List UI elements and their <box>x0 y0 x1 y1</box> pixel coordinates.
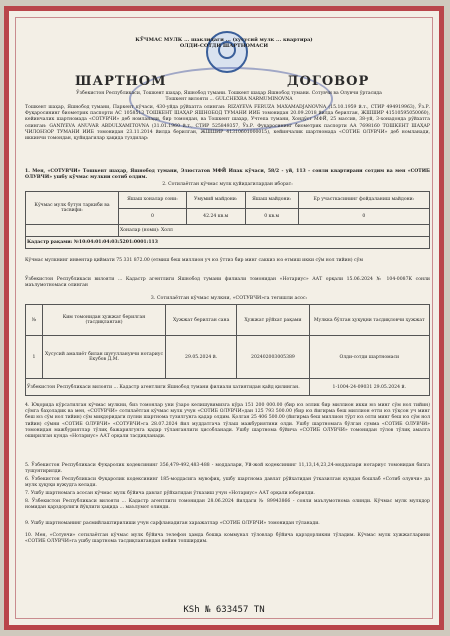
intro-paragraph-2: Тошкент шаҳар, Яшнобод тумани, Паркент кўчаси, 430-уйда рўйхатга олинган: RIZAYEVA FERUZA MAXAMADJANOVNA (15.10.1959 й.т., СТИР 494919963), Ўз.Р. Фуқаросининг биометрик паспорти АС 1058513 ТОШКЕНТ ШАҲАР ЯШНОБОД ТУМАНИ ИИБ томонидан 20.09.2018 йилда берилган, ЖШШИР 41510595050060), кейинчалик шартномада «СОТУВЧИ» деб номланади, бир томондан, ва Тошкент шаҳар, Учтепа тумани, Хондўст МФЙ, 25 массив, 38-уй, 3-хонадонда рўйхатга олинган: GANIYEVA ANUVAR ABDULXAMITOVNA (31.01.1960 й.т., СТИР 525849357, Ўз.Р. Фуқаросининг биометрик паспорти АА 7698160 ТОШКЕНТ ШАҲАР ЧИЛОНЗОР ТУМАНИ ИИБ томонидан 23.11.2014 йилда берилган, ЖШШИР 41310601000015), кейинчалик шартномада «СОТИБ ОЛУВЧИ» деб номланади, иккинчи томондан, қуйидагилар ҳақида туздилар: <box>25 105 430 142</box>
col-date-header: Ҳужжат берилган сана <box>166 305 237 336</box>
cadastre-number: Кадастр рақами: №10:04:01:04:03:5201:0001:113 <box>26 237 430 249</box>
property-table <box>25 191 430 249</box>
property-type-cell: Кўчмас мулк бутун таркиби ва тасвифи: <box>26 192 119 225</box>
registration-note: Ўзбекистон Республикаси вилояти ... Кадастр агентлиги Яшнобод тумани филиали хатиятидан қайд қилинган. <box>26 379 310 396</box>
clause-8: 8. Ўзбекистон Республикаси вилояти ... Кадастр агентлиги томонидан 28.06.2024 йилдаги № 89943866 - сонли маълумотнома олинди. Кўчмас мулк мулкдор номидан қарздорлиги йўқлиги ҳақида ... маълумот олинди. <box>25 499 430 511</box>
intro-paragraph-3: 1. Мен, «СОТУВЧИ» Тошкент шаҳар, Яшнобод тумани, Элюстатов МФЙ Ипак кўчаси, 58/2 - уй, 113 - сонли квартирани сотдим ва мен «СОТИБ ОЛУВЧИ» ушбу кўчмас мулкни сотиб олдим. <box>25 169 430 181</box>
inventory-value: Кўчмас мулкнинг инвентар қиймати 75 331 872.00 (етмиш беш миллион уч юз ўттиз бир минг саккиз юз етмиш икки сўм нол тийин) сўм <box>25 258 363 263</box>
rooms-names: Хоналар (номи): Холл <box>119 225 430 237</box>
clause-5: 5. Ўзбекистон Республикаси Фуқаролик кодексининг 356,479-492,483-488 - моддалари, Уй-жой кодексининг 11,13,14,23,24-моддалари нотариус томонидан бизга тушунтирилди. <box>25 463 430 475</box>
section-2-heading: 2. Сотилаётган кўчмас мулк қуйидагилардан иборат: <box>162 182 293 187</box>
col-issuer-header: Ким томонидан ҳужжат берилган (тасдиқланган) <box>43 305 166 336</box>
total-area-value: 42.24 кв.м <box>186 208 245 225</box>
ownership-basis-table <box>25 304 430 396</box>
row-number: 1 <box>26 336 43 379</box>
header-line-2: ОЛДИ-СОТДИ ШАРТНОМАСИ <box>179 43 269 49</box>
total-area-header: Умумий майдони: <box>186 192 245 209</box>
col-basis-header: Мулкка бўлган ҳуқуқни тасдиқловчи ҳужжат <box>309 305 429 336</box>
document-sheet <box>4 6 444 630</box>
col-number-header: № <box>26 305 43 336</box>
clause-9: 9. Ушбу шартноманинг расмийлаштирилиши учун сарфланадиган харажатлар «СОТИБ ОЛУВЧИ» томонидан тўланади. <box>25 521 320 526</box>
clause-10: 10. Мен, «Сотувчи» сотилаётган кўчмас мулк бўйича телефон ҳамда бошқа коммунал тўловлар бўйича қарздорликни тўладим. Кўчмас мулк хужжатларини «СОТИБ ОЛУВЧИ»га ушбу шартнома тасдиқлангандан кейин топширдим. <box>25 533 430 545</box>
rooms-value: 0 <box>119 208 187 225</box>
section-3-heading: 3. Сотилаётган кўчмас мулкни, «СОТУВЧИ»га тегишли асос: <box>150 296 308 301</box>
clause-6: 6. Ўзбекистон Республикаси Фуқаролик кодексининг 185-моддасига мувофиқ, ушбу шартнома давлат рўйхатидан ўтказилган кундан бошлаб «Сотиб олувчи» да мулк ҳуқуқи вужудга келади. <box>25 477 430 489</box>
row-date: 29.05.2024 й. <box>166 336 237 379</box>
living-area-value: 0 кв.м <box>245 208 298 225</box>
clause-7: 7. Ушбу шартномага асосан кўчмас мулк бўйича давлат рўйхатидан ўтказиш учун «Нотариус» ААТ орқали юборилди. <box>25 491 315 496</box>
row-basis: Олди-сотди шартномаси <box>309 336 429 379</box>
rooms-header: Яшаш хоналар сони: <box>119 192 187 209</box>
title-russian: ДОГОВОР <box>287 74 370 89</box>
row-issuer: Хусусий амалиёт билан шуғулланувчи нотариус Екубов Д.М. <box>43 336 166 379</box>
inventory-note: Ўзбекистон Республикаси вилояти ... Кадастр агентлиги Яшнобод тумани филиали томонидан «Нотариус» ААТ орқали 15.06.2024 № 104-0087К сонли маълумотномаси олинган <box>25 277 430 289</box>
title-uzbek: ШАРТНОМ <box>75 74 167 89</box>
registration-number: 1-1004-24-09031 29.05.2024 й. <box>309 379 429 396</box>
land-area-value: 0 <box>298 208 429 225</box>
form-serial-number: KSh № 633457 TN <box>183 605 265 615</box>
living-area-header: Яшаш майдони: <box>245 192 298 209</box>
clause-4: 4. Юқорида кўрсатилган кўчмас мулкни, биз томонлар уни ўзаро келишувимизга кўра 151 200 000.00 (бир юз эллик бир миллион икки юз минг сўм нол тийин) сўмга баҳоладик ва мен, «СОТУВЧИ» сотилаётган кўчмас мулк учун «СОТИБ ОЛУВЧИ»дан 125 793 500.00 (бир юз йигирма беш миллион етти юз тўқсон уч минг беш юз сўм нол тийин) сўм миқдоридаги пулни шартнома тузилгунга қадар олдим. Қолган 25 406 500.00 (йигирма беш миллион тўрт юз олти минг беш юз сўм нол тийин) сўмни «СОТИБ ОЛУВЧИ» «СОТУВЧИ»га 28.07.2024 йил муддатгача тўлаш мажбуриятини олди. Ушбу шартномага бўлган сумма «СОТИБ ОЛУВЧИ» томонидан мажбуриятлар тўлиқ бажарилгунга қадар тўланганлиги ҳисобланади. Ушбу шартнома бўйича «СОТИБ ОЛУВЧИ» томонидан тўлов тўлиқ амалга оширилган кунда «Нотариус» ААТ орқали тасдиқланади. <box>25 403 430 440</box>
col-reg-header: Ҳужжат рўйхат рақами <box>237 305 309 336</box>
intro-paragraph-1: Ўзбекистон Республикаси, Тошкент шаҳар, Яшнобод тумани. Тошкент шаҳар Яшнобод тумани. Сотувчи ва Олувчи ўртасида Тошкент вилояти ... GULCHEXRA NARMUMINOVNA <box>76 91 382 103</box>
header-line-1: КЎЧМАС МУЛК ... шаклидаги ... (хусусий мулк ... квартира) <box>135 37 313 43</box>
land-area-header: Ер участкасининг фойдаланиш майдони: <box>298 192 429 209</box>
row-reg: 202402003005389 <box>237 336 309 379</box>
